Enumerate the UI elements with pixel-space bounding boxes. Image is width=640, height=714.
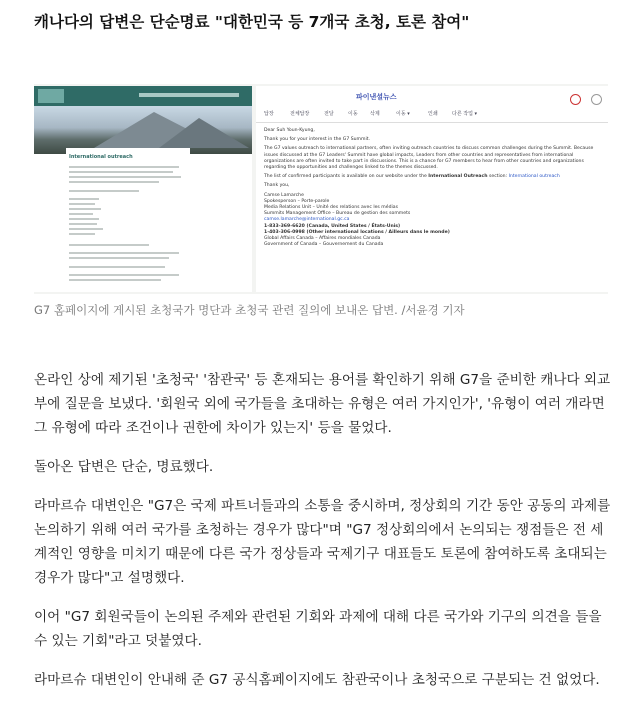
outreach-link[interactable]: International outreach: [508, 174, 560, 180]
article-paragraph-3: 라마르슈 대변인은 "G7은 국제 파트너들과의 소통을 중시하며, 정상회의 기간 동안 공동의 과제를 논의하기 위해 여러 국가를 초청하는 경우가 많다"며 "G7 정상회의에서 논의되는 쟁점들은 전 세계적인 영향을 미치기 때문에 다른 국가 정상들과 국제기구 대표들도 토론에 참여하도록 초대되는 경우가 많다"고 설명했다.: [34, 498, 611, 586]
article-headline: 캐나다의 답변은 단순명료 "대한민국 등 7개국 초청, 토론 참여": [34, 13, 470, 31]
mountain-banner-image: [34, 106, 252, 154]
toolbar-more: 다른 작업 ▾: [452, 111, 478, 117]
toolbar-print: 인쇄: [428, 111, 438, 117]
email-greeting: Dear Suh Youn-Kyung,: [264, 128, 315, 133]
toolbar-reply-all: 전체답장: [290, 111, 310, 117]
website-section-title: International outreach: [69, 154, 133, 160]
article-paragraph-4: 이어 "G7 회원국들이 논의된 주제와 관련된 기회와 과제에 대해 다른 국가와 기구의 의견을 들을 수 있는 기회"라고 덧붙였다.: [34, 609, 602, 649]
email-thanks: Thank you for your interest in the G7 Summit.: [264, 137, 371, 143]
article-paragraph-5: 라마르슈 대변인이 안내해 준 G7 공식홈페이지에도 참관국이나 초청국으로 구분되는 건 없었다.: [34, 672, 600, 688]
email-paragraph-2: The list of confirmed participants is available on our website under the International Outreach section: International outreach: [264, 174, 560, 180]
email-paragraph-1: The G7 values outreach to international partners, often inviting outreach countries to discuss common challenges during the Summit. Because issues discussed at the G7 Leaders' Summit have global impacts, Leaders from other countries and representatives from international organizations are often invited to take part in discussions. This is a chance for G7 members to hear from other countries and organizations regarding the opportunities and challenges linked to the themes discussed.: [264, 146, 594, 171]
toolbar-move: 이동: [348, 111, 358, 117]
g7-logo: [38, 89, 64, 103]
toolbar-reply: 답장: [264, 111, 274, 117]
article-figure: [34, 84, 608, 294]
email-screenshot: [256, 86, 608, 292]
email-brand: 파이낸셜뉴스: [356, 93, 397, 101]
article-paragraph-1: 온라인 상에 제기된 '초청국' '참관국' 등 혼재되는 용어를 확인하기 위해 G7을 준비한 캐나다 외교부에 질문을 보냈다. '회원국 외에 국가들을 초대하는 유형은 여러 가지인가', '유형이 여러 개라면 그 유형에 따라 조건이나 권한에 차이가 있는지' 등을 물었다.: [34, 372, 611, 436]
settings-icon: [591, 94, 602, 105]
email-signature: Camse Lamarche Spokesperson – Porte-parole Media Relations Unit – Unité des relations avec les médias Summits Management Office – Bureau de gestion des sommets camse.lamarche@international.gc.ca 1-833-369-6620 (Canada, United States / États-Unis) 1-403-306-0998 (Other international locations / Ailleurs dans le monde) Global Affairs Canada – Affaires mondiales Canada Government of Canada – Gouvernement du Canada: [264, 192, 450, 248]
figure-caption: G7 홈페이지에 게시된 초청국가 명단과 초청국 관련 질의에 보내온 답변. /서윤경 기자: [34, 303, 465, 317]
website-nav: [139, 93, 239, 97]
email-sign-thanks: Thank you,: [264, 183, 290, 189]
alert-icon: [570, 94, 581, 105]
g7-website-screenshot: [34, 86, 252, 292]
article-body: [34, 368, 612, 707]
toolbar-forward: 전달: [324, 111, 334, 117]
website-content-card: [66, 148, 190, 292]
email-header-icons: [560, 90, 602, 109]
toolbar-delete: 삭제: [370, 111, 380, 117]
website-header: [34, 86, 252, 106]
email-body: [264, 128, 600, 248]
email-toolbar: [256, 108, 608, 123]
article-paragraph-2: 돌아온 답변은 단순, 명료했다.: [34, 459, 214, 475]
toolbar-move-menu: 이동 ▾: [396, 111, 410, 117]
